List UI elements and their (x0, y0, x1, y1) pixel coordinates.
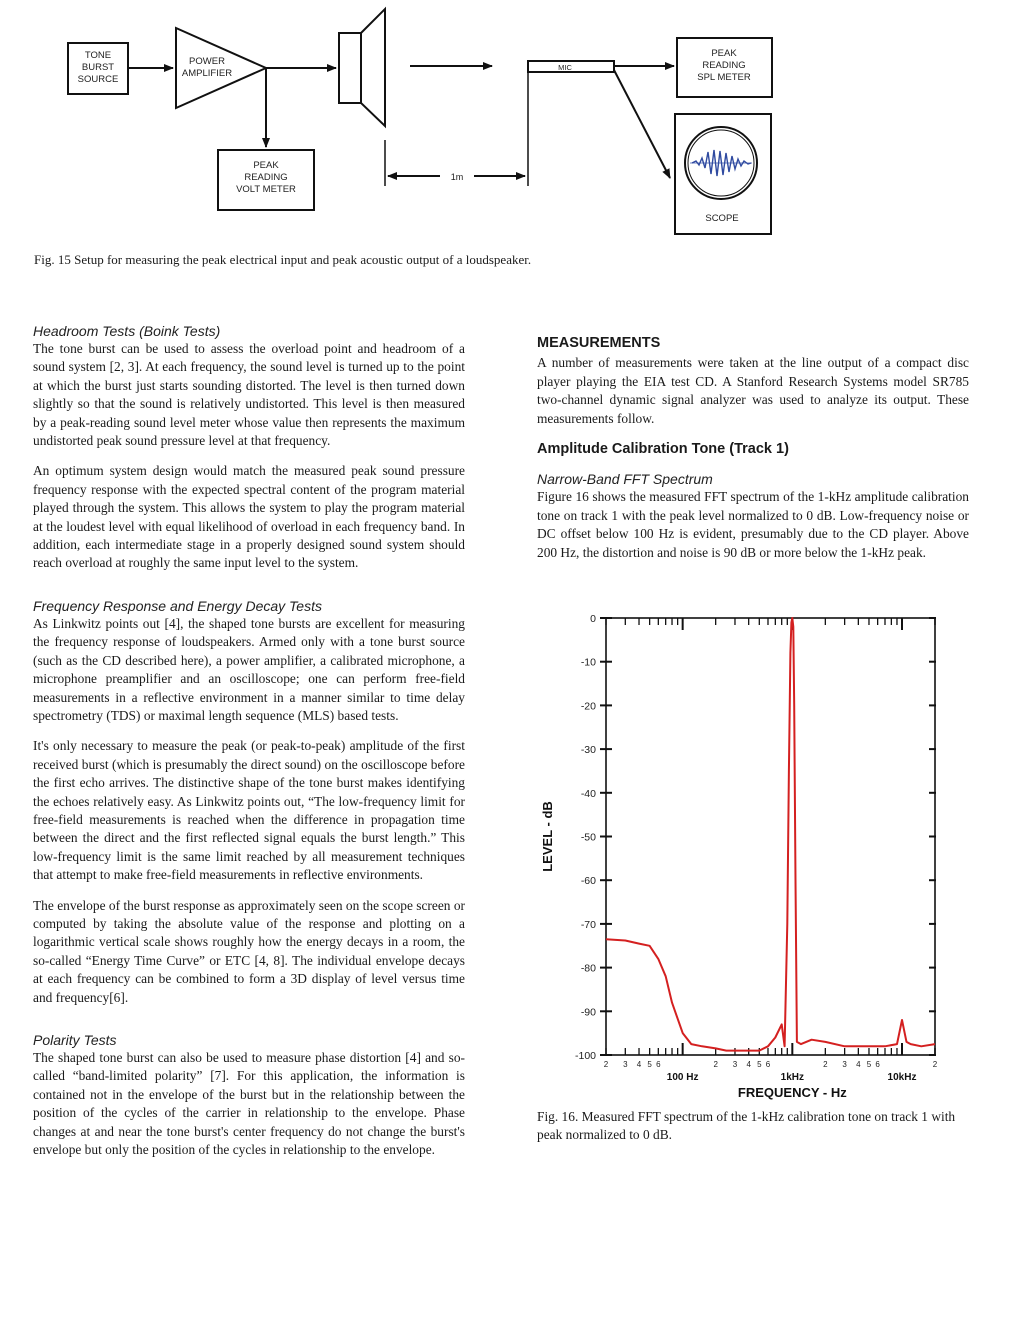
y-tick-label: -80 (580, 962, 596, 975)
x-minor-label: 5 (647, 1060, 652, 1069)
y-tick-label: -90 (580, 1006, 596, 1019)
y-tick-label: -40 (580, 787, 596, 800)
x-minor-label: 4 (856, 1060, 861, 1069)
amplifier-label-1: POWER (189, 56, 225, 67)
mic-label: MIC (558, 63, 572, 72)
track-heading: Amplitude Calibration Tone (Track 1) (537, 441, 789, 458)
headroom-paragraph-2: An optimum system design would match the measured peak sound pressure frequency response with the expected spectral content of the program material played through the system. This allows the system to play the program material at the loudest level with equal likelihood of overload in each frequency band. In addition, each intermediate stage in a properly designed sound system should reach overload at roughly the same input level to the system. (33, 463, 465, 571)
frequency-paragraph-1: As Linkwitz points out [4], the shaped tone bursts are excellent for measuring the frequency response of loudspeakers. Armed only with a tone burst source (such as the CD described here), a power amplifier, a calibrated microphone, a microphone preamplifier and an oscilloscope; one can perform free-field measurements in a reflective environment in a manner similar to time delay spectrometry (TDS) or maximal length sequence (MLS) based tests. (33, 615, 465, 723)
y-tick-label: -70 (580, 918, 596, 931)
distance-label: 1m (450, 172, 464, 182)
x-minor-label: 4 (636, 1060, 642, 1069)
headroom-paragraph-1: The tone burst can be used to assess the overload point and headroom of a sound system [2, 3]. At each frequency, the sound level is turned up to the point at which the burst just starts sounding distorted. The level is then turned down slightly so that the sound is relatively undistorted. This level is then measured by a peak-reading sound level meter whose value then represents the maximum undistorted peak sound pressure level at that frequency. (33, 341, 465, 449)
measurements-paragraph: A number of measurements were taken at the line output of a compact disc player playing the EIA test CD. A Stanford Research Systems model SR785 two-channel dynamic signal analyzer was used to analyze its output. These measurements follow. (537, 355, 969, 426)
x-minor-label: 6 (656, 1060, 661, 1069)
y-tick-label: -30 (580, 744, 596, 757)
spl-label-3: SPL METER (697, 72, 751, 83)
frequency-paragraph-2: It's only necessary to measure the peak (or peak-to-peak) amplitude of the first received burst (which is presumably the direct sound) on the oscilloscope before the first echo arrives. The distinctive shape of the tone burst makes identifying the echoes relatively easy. As Linkwitz points out, “The low-frequency limit for free-field measurements is reached when the difference in propagation time between the direct and the first reflected signal equals the burst length.” This low-frequency limit is the same limit reached by all measurement techniques that attempt to make free-field measurements in reflective environments. (33, 738, 465, 883)
spl-label-1: PEAK (711, 48, 737, 59)
voltmeter-label-1: PEAK (253, 160, 279, 171)
x-major-label: 1kHz (780, 1072, 805, 1083)
fft-spectrum-chart (530, 600, 960, 1105)
x-minor-label: 3 (623, 1060, 628, 1069)
tone-burst-label-3: SOURCE (77, 74, 119, 85)
measurements-heading: MEASUREMENTS (537, 335, 661, 351)
x-minor-label: 6 (875, 1060, 880, 1069)
y-tick-label: -20 (580, 700, 596, 713)
x-major-label: 10kHz (887, 1072, 917, 1083)
y-tick-label: -10 (580, 656, 596, 669)
plot-frame (606, 618, 935, 1055)
x-minor-label: 3 (842, 1060, 847, 1069)
x-minor-label: 2 (713, 1060, 718, 1069)
tone-burst-label-1: TONE (84, 50, 112, 61)
spl-label-2: READING (702, 60, 746, 71)
left-column (33, 322, 465, 1171)
x-minor-label: 5 (866, 1060, 872, 1069)
frequency-paragraph-3: The envelope of the burst response as approximately seen on the scope screen or computed by taking the absolute value of the response and plotting on a logarithmic vertical scale shows roughly how the energy decays in a room, the so-called “Energy Time Curve” or ETC [4, 8]. The individual envelope decays at each frequency can be combined to form a 3D display of level versus time and frequency[6]. (33, 897, 465, 1005)
x-minor-label: 5 (757, 1060, 762, 1069)
fft-heading: Narrow-Band FFT Spectrum (537, 471, 713, 488)
voltmeter-label-3: VOLT METER (236, 184, 296, 195)
y-tick-label: -50 (580, 831, 596, 844)
arrow-mic-to-scope (614, 70, 670, 178)
y-axis-label: LEVEL - dB (540, 801, 555, 872)
right-column (537, 334, 969, 574)
x-minor-label: 6 (765, 1060, 771, 1069)
y-tick-label: 0 (590, 613, 596, 625)
x-minor-label: 4 (746, 1060, 751, 1069)
voltmeter-label-2: READING (244, 172, 288, 183)
x-minor-label: 2 (823, 1060, 828, 1069)
speaker-magnet (339, 33, 361, 103)
polarity-paragraph-1: The shaped tone burst can also be used to measure phase distortion [4] and so-called “band-limited polarity” [7]. For this application, the information is contained not in the envelope of the burst but in the relationship between the position of the cycles of the carrier in relationship to the envelope. Phase changes at and near the tone burst's center frequency do not change the burst's envelope but only the position of the cycles in relationship to the envelope. (33, 1050, 465, 1158)
headroom-heading: Headroom Tests (Boink Tests) (33, 323, 221, 339)
figure-15-caption: Fig. 15 Setup for measuring the peak electrical input and peak acoustic output of a loudspeaker. (34, 252, 532, 267)
scope-label: SCOPE (705, 213, 739, 224)
amplifier-label-2: AMPLIFIER (181, 68, 233, 79)
y-tick-label: -60 (580, 875, 596, 888)
tone-burst-label-2: BURST (81, 62, 115, 73)
x-major-label: 100 Hz (666, 1072, 699, 1083)
speaker-cone (361, 9, 385, 126)
x-axis-label: FREQUENCY - Hz (737, 1085, 847, 1100)
frequency-response-heading: Frequency Response and Energy Decay Tests (33, 597, 322, 614)
setup-diagram (0, 0, 1011, 250)
figure-16-caption: Fig. 16. Measured FFT spectrum of the 1-kHz calibration tone on track 1 with peak normalized to 0 dB. (537, 1109, 956, 1142)
y-tick-label: -100 (574, 1050, 596, 1062)
x-minor-label: 2 (932, 1060, 938, 1069)
x-minor-label: 2 (603, 1060, 609, 1069)
fft-paragraph: Figure 16 shows the measured FFT spectrum of the 1-kHz amplitude calibration tone on track 1 with the peak level normalized to 0 dB. Low-frequency noise or DC offset below 100 Hz is evident, presumably due to the CD player. Above 200 Hz, the distortion and noise is 90 dB or more below the 1-kHz peak. (537, 489, 969, 560)
polarity-heading: Polarity Tests (33, 1032, 117, 1048)
x-minor-label: 3 (732, 1060, 738, 1069)
